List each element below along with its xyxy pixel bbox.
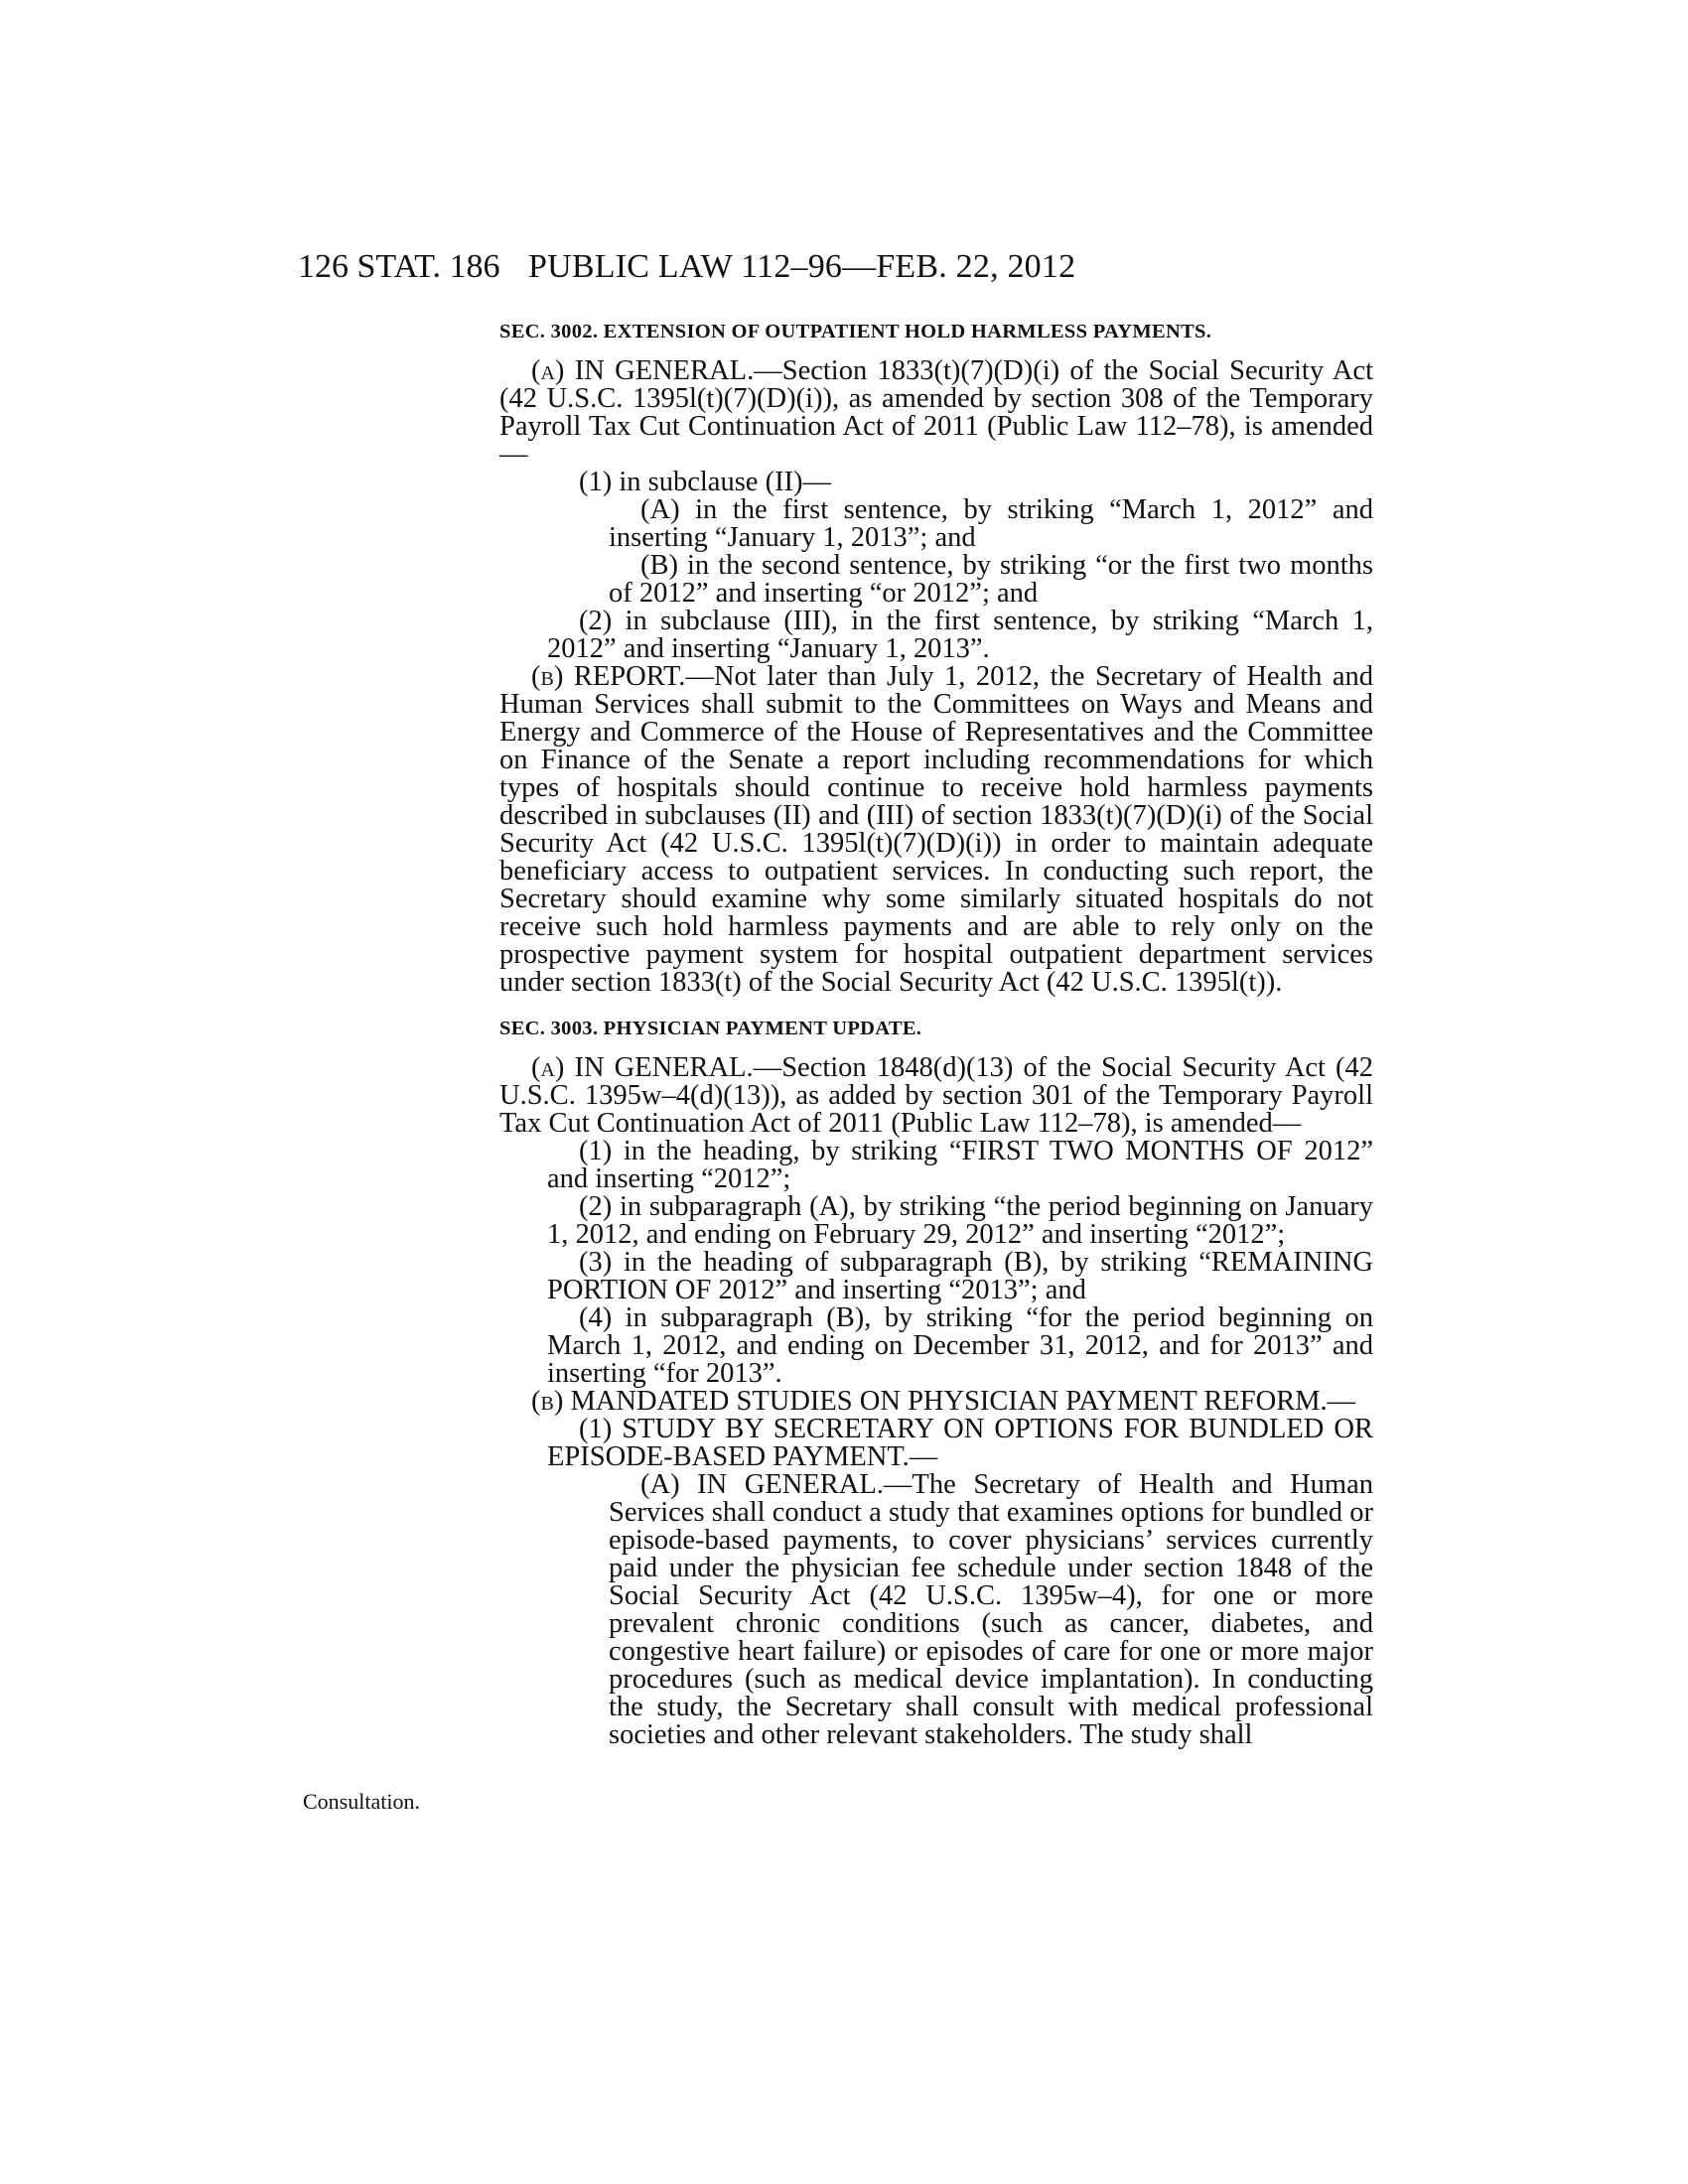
section-3002-heading: SEC. 3002. EXTENSION OF OUTPATIENT HOLD HARMLESS PAYMENTS. <box>499 321 1212 342</box>
subparagraph-A-label: (A) IN GENERAL. <box>640 1469 884 1500</box>
sec3002-subparagraph-1B: (B) in the second sentence, by striking “or the first two months of 2012” and inserting “or 2012”; and <box>609 550 1373 609</box>
sec3002-subsection-a <box>499 357 1373 469</box>
section-3003-heading: SEC. 3003. PHYSICIAN PAYMENT UPDATE. <box>499 1018 922 1039</box>
sec3003-subsection-b: (b) MANDATED STUDIES ON PHYSICIAN PAYMENT REFORM.— <box>531 1386 1356 1417</box>
sec3003-paragraph-4: (4) in subparagraph (B), by striking “for the period beginning on March 1, 2012, and ending on December 31, 2012, and for 2013” and inserting “for 2013”. <box>547 1302 1373 1389</box>
sec3002-paragraph-1: (1) in subclause (II)— <box>579 467 832 497</box>
subsection-a-text: —Section 1848(d)(13) of the Social Security Act (42 U.S.C. 1395w–4(d)(13)), as added by section 301 of the Temporary Payroll Tax Cut Continuation Act of 2011 (Public Law 112–78), is amended— <box>499 1052 1373 1139</box>
sec3002-paragraph-2: (2) in subclause (III), in the first sentence, by striking “March 1, 2012” and inserting “January 1, 2013”. <box>547 606 1373 664</box>
sec3003-paragraph-2: (2) in subparagraph (A), by striking “the period beginning on January 1, 2012, and ending on February 29, 2012” and inserting “2012”; <box>547 1191 1373 1250</box>
sec3002-subsection-b <box>499 663 1373 997</box>
public-law-date: PUBLIC LAW 112–96—FEB. 22, 2012 <box>528 248 1076 285</box>
subparagraph-A-text: —The Secretary of Health and Human Services shall conduct a study that examines options for bundled or episode-based payments, to cover physicians’ services currently paid under the physician fee schedule under section 1848 of the Social Security Act (42 U.S.C. 1395w–4), for one or more prevalent chronic conditions (such as cancer, diabetes, and congestive heart failure) or episodes of care for one or more major procedures (such as medical device implantation). In conducting the study, the Secretary shall consult with medical professional societies and other relevant stakeholders. The study shall <box>609 1469 1373 1750</box>
subsection-a-label: (a) IN GENERAL. <box>531 355 755 386</box>
sec3003-paragraph-1: (1) in the heading, by striking “FIRST TWO MONTHS OF 2012” and inserting “2012”; <box>547 1136 1373 1194</box>
sec3003-paragraph-b1: (1) STUDY BY SECRETARY ON OPTIONS FOR BUNDLED OR EPISODE-BASED PAYMENT.— <box>547 1414 1373 1472</box>
subsection-b-text: —Not later than July 1, 2012, the Secretary of Health and Human Services shall submit to the Committees on Ways and Means and Energy and Commerce of the House of Representatives and the Committee on Finance of the Senate a report including recommendations for which types of hospitals should continue to receive hold harmless payments described in subclauses (II) and (III) of section 1833(t)(7)(D)(i) of the Social Security Act (42 U.S.C. 1395l(t)(7)(D)(i)) in order to maintain adequate beneficiary access to outpatient services. In conducting such report, the Secretary should examine why some similarly situated hospitals do not receive such hold harmless payments and are able to rely only on the prospective payment system for hospital outpatient department services under section 1833(t) of the Social Security Act (42 U.S.C. 1395l(t)). <box>499 661 1374 998</box>
running-head <box>298 248 1370 288</box>
sec3002-subparagraph-1A: (A) in the first sentence, by striking “March 1, 2012” and inserting “January 1, 2013”; and <box>609 494 1373 553</box>
sec3003-paragraph-3: (3) in the heading of subparagraph (B), by striking “REMAINING PORTION OF 2012” and inserting “2013”; and <box>547 1247 1373 1305</box>
sec3003-subparagraph-bA <box>499 1471 1373 1749</box>
margin-note: Consultation. <box>303 1789 420 1814</box>
subsection-a-label: (a) IN GENERAL. <box>531 1052 754 1083</box>
subsection-b-label: (b) REPORT. <box>531 661 686 692</box>
sec3003-subsection-a <box>499 1054 1373 1138</box>
subsection-a-text: —Section 1833(t)(7)(D)(i) of the Social Security Act (42 U.S.C. 1395l(t)(7)(D)(i)), as amended by section 308 of the Temporary Payroll Tax Cut Continuation Act of 2011 (Public Law 112–78), is amended— <box>499 355 1373 470</box>
stat-page-number: 126 STAT. 186 <box>298 248 500 285</box>
law-text-column <box>499 318 1373 1749</box>
